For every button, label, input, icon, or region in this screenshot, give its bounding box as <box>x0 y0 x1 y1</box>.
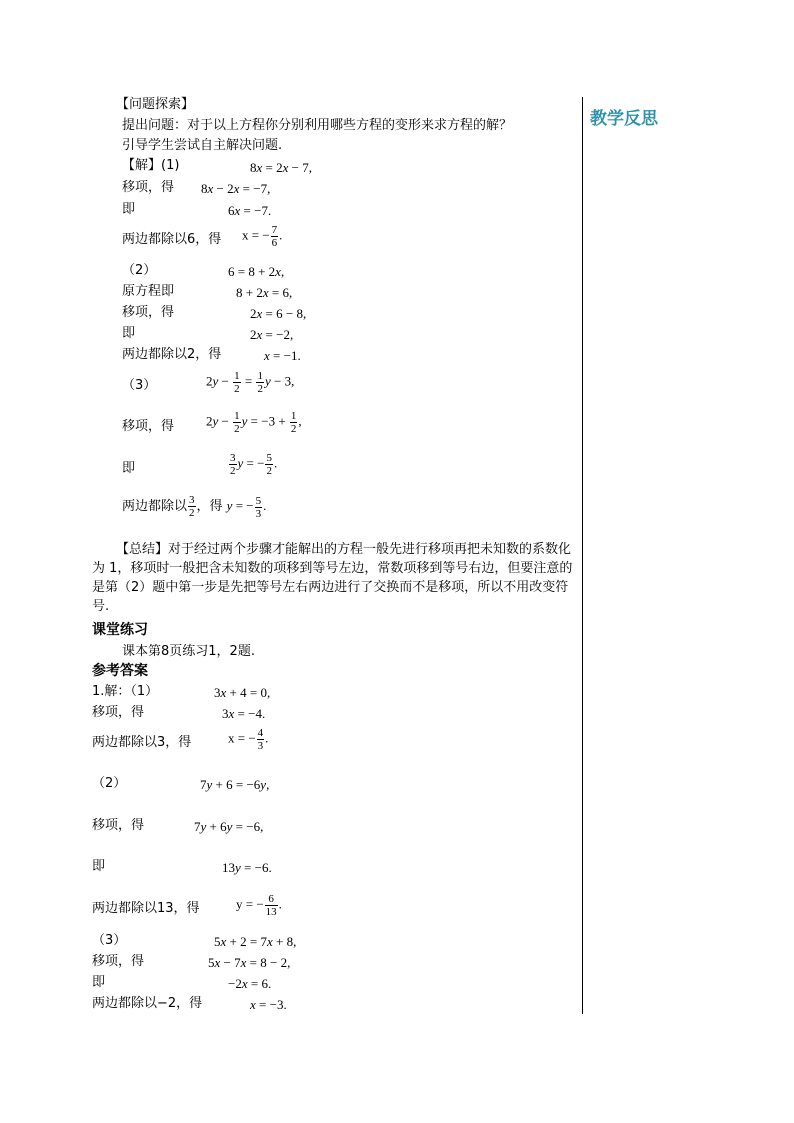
ans3-eq3: −2x = 6. <box>228 976 272 991</box>
summary-heading: 【总结】 <box>116 542 169 557</box>
sol1-eq4-lhs: x = − <box>242 227 270 243</box>
ans1-step3: 两边都除以3，得 <box>92 735 192 750</box>
column-divider <box>582 97 583 1014</box>
ans2-eq4-num: 6 <box>265 893 278 906</box>
sol3-eq3: $\frac{3}{2}$ y = − $\frac{5}{2}$ . <box>230 452 278 477</box>
sol1-step4: 两边都除以6，得 <box>122 232 222 247</box>
sol2-eq5: x = −1. <box>264 348 301 363</box>
ans1-eq3-den: 3 <box>257 740 264 752</box>
sol3-label: （3） <box>122 378 157 393</box>
teaching-reflection-title: 教学反思 <box>590 109 658 129</box>
sol2-step5: 两边都除以2，得 <box>122 347 222 362</box>
ans2-eq4 <box>236 893 282 918</box>
ans1-eq2: 3x = −4. <box>222 706 266 721</box>
sol2-step2: 原方程即 <box>122 284 175 299</box>
sol3-eq1: 2y − $\frac{1}{2}$ = $\frac{1}{2}$ y − 3, <box>206 370 295 395</box>
ans1-label: 1.解：（1） <box>92 684 159 699</box>
sol3-step4-den: 2 <box>189 507 195 519</box>
ans2-eq4-den: 13 <box>265 906 277 918</box>
sol1-eq1: 8x = 2x − 7, <box>250 160 312 175</box>
sol1-eq4-end: . <box>279 227 283 243</box>
sol3-eq2: 2y − $\frac{1}{2}$ y = −3 + $\frac{1}{2}$ , <box>206 410 302 435</box>
sol1-step3: 即 <box>122 202 136 217</box>
ans3-label: （3） <box>92 933 127 948</box>
ans2-label: （2） <box>92 776 127 791</box>
sol2-eq2: 8 + 2x = 6, <box>236 285 293 300</box>
practice-text: 课本第8页练习1，2题. <box>122 644 255 659</box>
ans1-eq3-end: . <box>265 730 269 746</box>
sol2-eq3: 2x = 6 − 8, <box>250 306 307 321</box>
ans1-eq1: 3x + 4 = 0, <box>214 685 271 700</box>
sol3-eq3-num: 5 <box>266 452 272 464</box>
explore-heading: 【问题探索】 <box>116 97 195 112</box>
ans3-eq4: x = −3. <box>250 997 287 1012</box>
explore-question: 提出问题：对于以上方程你分别利用哪些方程的变形来求方程的解？ <box>122 118 513 133</box>
ans1-eq3-num: 4 <box>257 727 264 739</box>
ans2-step4: 两边都除以13，得 <box>92 901 200 916</box>
solution-label: 【解】(1) <box>122 158 180 173</box>
practice-heading: 课堂练习 <box>92 622 148 638</box>
sol1-eq4-den: 6 <box>271 237 278 249</box>
ans2-eq1: 7y + 6 = −6y, <box>200 777 270 792</box>
ans2-step3: 即 <box>92 859 106 874</box>
ans2-eq4-end: . <box>278 896 282 912</box>
ans2-step2: 移项，得 <box>92 818 145 833</box>
ans3-step3: 即 <box>92 975 106 990</box>
sol3-frac-den: 2 <box>234 423 240 435</box>
sol3-eq4-den: 3 <box>255 507 262 520</box>
sol1-step2: 移项，得 <box>122 180 175 195</box>
sol2-eq4: 2x = −2, <box>250 327 294 342</box>
sol2-eq1: 6 = 8 + 2x, <box>228 264 285 279</box>
sol1-eq4-num: 7 <box>271 224 278 236</box>
sol3-step2: 移项，得 <box>122 419 175 434</box>
sol3-step4: 两边都除以 $\frac{3}{2}$ ，得 y = − $\frac{5}{3}$ . <box>122 494 267 520</box>
ans2-eq3: 13y = −6. <box>222 860 272 875</box>
ans3-step4: 两边都除以−2，得 <box>92 996 203 1011</box>
ans2-eq4-lhs: y = − <box>236 896 264 912</box>
sol1-eq3: 6x = −7. <box>228 203 272 218</box>
sol3-step4-tail: ，得 <box>196 499 223 514</box>
answers-heading: 参考答案 <box>92 663 148 679</box>
explore-guide: 引导学生尝试自主解决问题. <box>122 138 283 153</box>
ans3-step2: 移项，得 <box>92 954 145 969</box>
sol3-frac-num: 1 <box>234 370 240 382</box>
sol2-step3: 移项，得 <box>122 305 175 320</box>
summary-text: 对于经过两个步骤才能解出的方程一般先进行移项再把未知数的系数化为 1，移项时一般把含未知数的项移到等号左边，常数项移到等号右边，但要注意的是第（2）题中第一步是先把等号左右两边进行了交换而不是移项，所以不用改变符号. <box>92 542 573 614</box>
ans1-step2: 移项，得 <box>92 705 145 720</box>
ans1-eq3 <box>228 727 268 752</box>
sol2-step4: 即 <box>122 326 136 341</box>
sol2-label: （2） <box>122 263 157 278</box>
sol1-eq4 <box>242 224 282 249</box>
ans3-eq1: 5x + 2 = 7x + 8, <box>214 934 297 949</box>
ans2-eq2: 7y + 6y = −6, <box>194 819 264 834</box>
sol3-step4-num: 3 <box>189 494 195 506</box>
ans3-eq2: 5x − 7x = 8 − 2, <box>208 955 291 970</box>
sol3-step3: 即 <box>122 461 136 476</box>
summary-paragraph <box>92 540 578 616</box>
sol3-step4-text: 两边都除以 <box>122 499 188 514</box>
ans1-eq3-lhs: x = − <box>228 730 256 746</box>
sol1-eq2: 8x − 2x = −7, <box>201 181 271 196</box>
